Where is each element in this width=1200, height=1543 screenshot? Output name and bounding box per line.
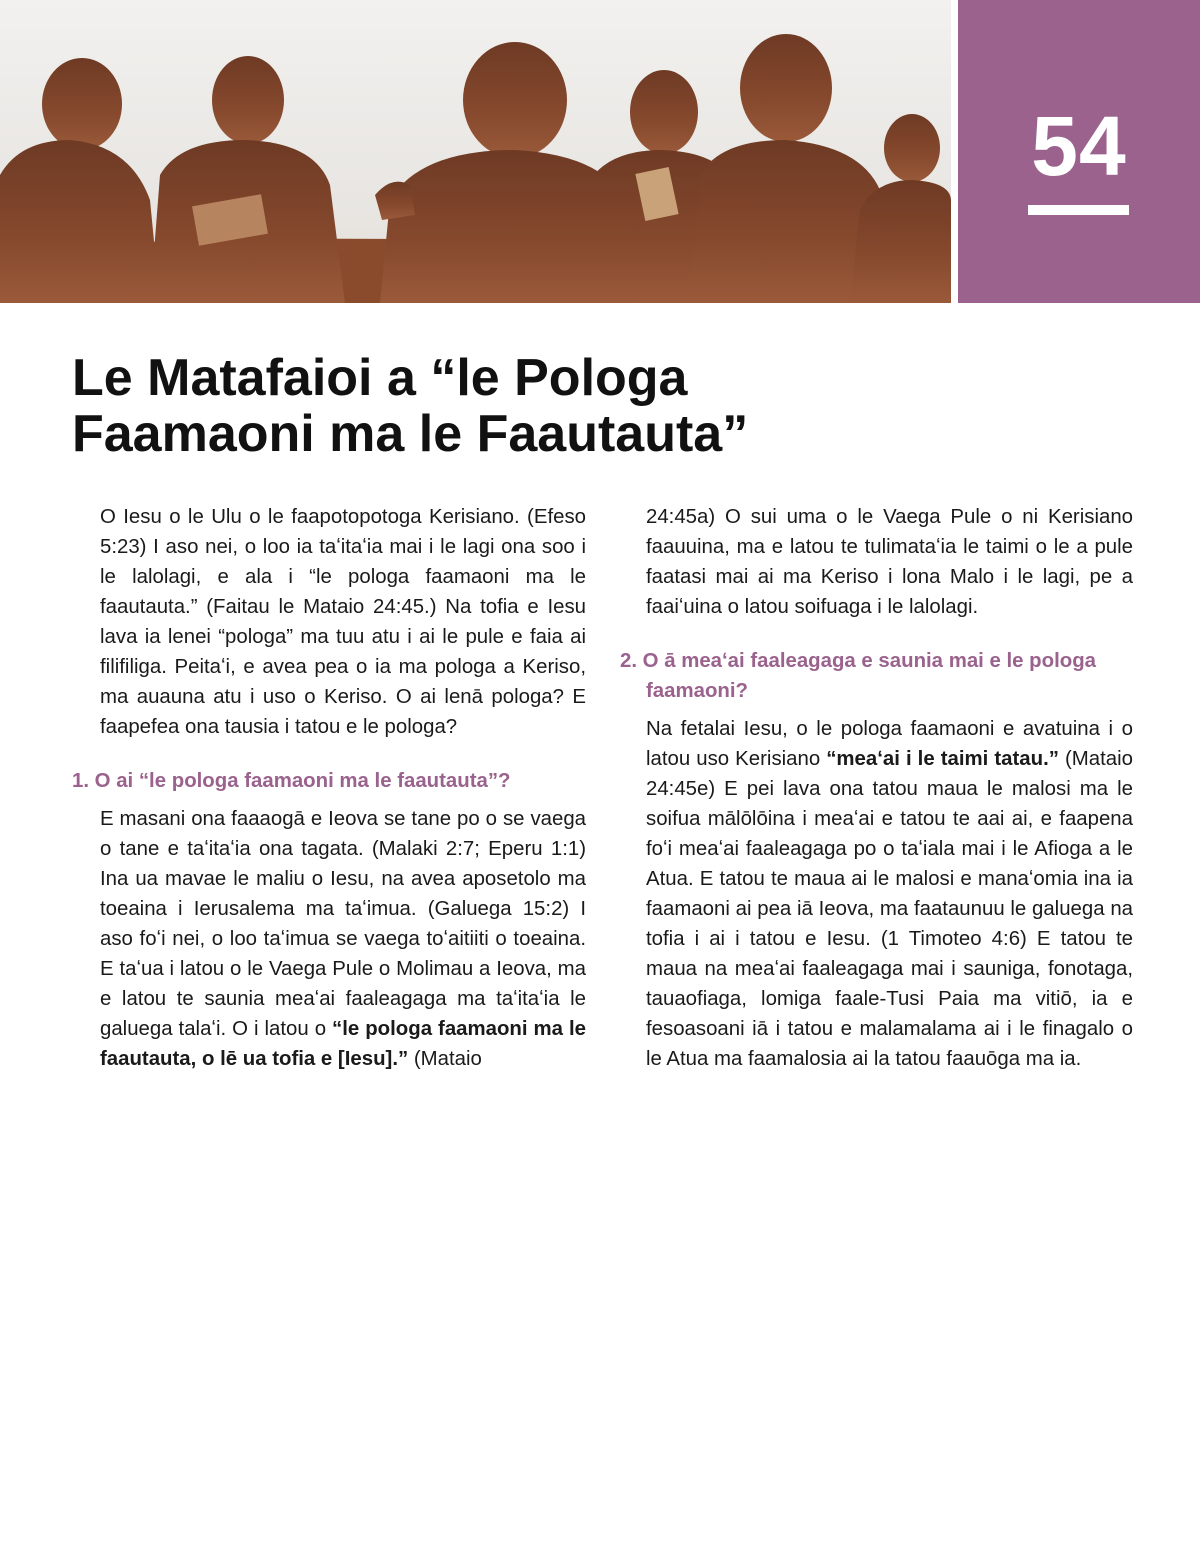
men-at-table-silhouette (0, 0, 951, 303)
lesson-number-badge (958, 0, 1200, 303)
answer-1-continuation: 24:45a) O sui uma o le Vaega Pule o ni Kerisiano faauuina, ma e latou te tulimataʻia le taimi o le a pule faatasi mai ai ma Keriso i lona Malo i le lagi, pe a faaiʻuina o latou soifuaga i le lalolagi. (646, 506, 1133, 618)
answer-1-bold: “le pologa faamaoni ma le faautauta, o lē ua tofia e [Iesu].” (100, 1018, 586, 1070)
answer-2-paragraph (620, 714, 1133, 1074)
title-line-1: Le Matafaioi a “le Pologa (72, 349, 688, 407)
title-line-2: Faamaoni ma le Faautauta” (72, 405, 749, 463)
answer-2-bold: “meaʻai i le taimi tatau.” (826, 748, 1059, 770)
answer-2-text-a: Na fetalai Iesu, o le pologa faamaoni e avatuina i o latou uso Kerisiano (646, 718, 1133, 770)
badge-underline (1028, 205, 1129, 215)
answer-1-paragraph (72, 804, 586, 1074)
page-title (72, 350, 892, 462)
lesson-number: 54 (1031, 99, 1127, 193)
question-2: 2. O ā meaʻai faaleagaga e saunia mai e le pologa faamaoni? (620, 650, 1096, 702)
answer-2-text-b: (Mataio 24:45e) E pei lava ona tatou maua le malosi ma le soifua mālōlōina i meaʻai e tatou te aai ai, e faapena foʻi meaʻai faaleagaga po o taʻiala mai i le Afioga a le Atua. E tatou te maua ai le malosi e manaʻomia ina ia faamaoni ai pea iā Ieova, ma faataunuu le galuega na tofia i ai i tatou e Iesu. (1 Timoteo 4:6) E tatou te maua na meaʻai faaleagaga mai i sauniga, fonotaga, tauaofiaga, lomiga faale-Tusi Paia ma vitiō, ia e fesoasoani iā i tatou e malamalama ai i le finagalo o le Atua ma faamalosia ai la tatou faauōga ma ia. (646, 748, 1133, 1070)
header-illustration (0, 0, 951, 303)
intro-paragraph: O Iesu o le Ulu o le faapotopotoga Kerisiano. (Efeso 5:23) I aso nei, o loo ia taʻitaʻia mai i le lagi ona soo i le lalolagi, e ala i “le pologa faamaoni ma le faautauta.” (Faitau le Mataio 24:45.) Na tofia e Iesu lava ia lenei “pologa” ma tuu atu i ai le pule e faia ai filifiliga. Peitaʻi, e avea pea o ia ma pologa a Keriso, ma auauna atu i uso o Keriso. O ai lenā pologa? E faapefea ona tausia i tatou e le pologa? (100, 506, 586, 738)
answer-1-text-a: E masani ona faaaogā e Ieova se tane po o se vaega o tane e taʻitaʻia ona tagata. (Malaki 2:7; Eperu 1:1) Ina ua mavae le maliu o Iesu, na avea aposetolo ma toeaina i Ierusalema ma taʻimua. (Galuega 15:2) I aso foʻi nei, o loo taʻimua se vaega toʻaitiiti o toeaina. E taʻua i latou o le Vaega Pule o Molimau a Ieova, ma e latou te saunia meaʻai faaleagaga ma taʻitaʻia le galuega talaʻi. O i latou o (100, 808, 586, 1040)
answer-1-text-b: (Mataio (408, 1048, 482, 1070)
question-1: 1. O ai “le pologa faamaoni ma le faautauta”? (72, 770, 511, 792)
left-column (72, 502, 586, 1074)
right-column (620, 502, 1133, 1074)
